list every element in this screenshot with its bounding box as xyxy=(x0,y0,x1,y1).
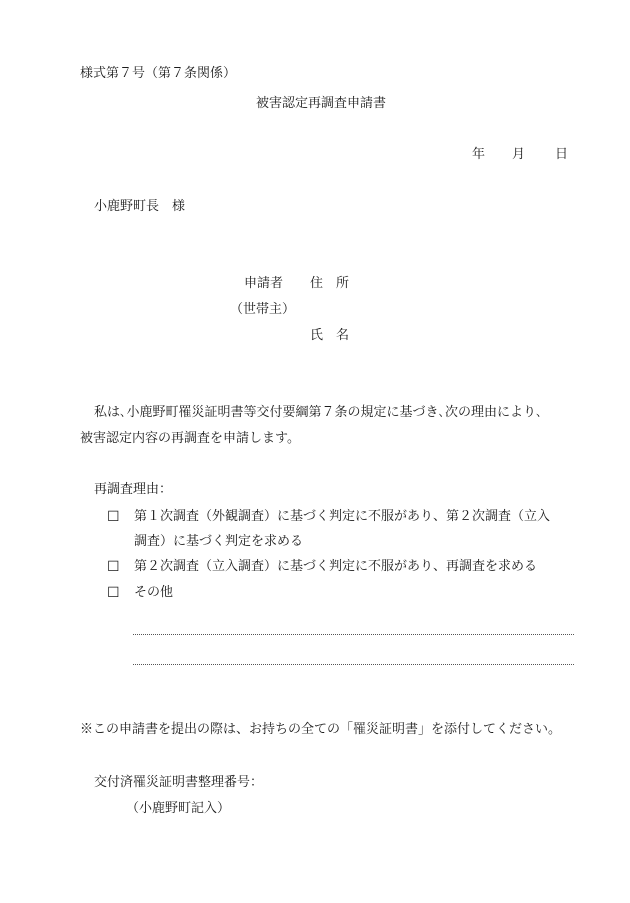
town-entry-note: （小鹿野町記入） xyxy=(126,801,231,816)
other-reason-line-1[interactable] xyxy=(133,634,574,635)
reason-2-text: 第２次調査（立入調査）に基づく判定に不服があり、再調査を求める xyxy=(134,559,538,574)
reason-1-checkbox[interactable]: ☐ xyxy=(107,509,120,525)
household-head-label: （世帯主） xyxy=(230,302,296,317)
reason-3-text: その他 xyxy=(134,585,174,600)
addressee: 小鹿野町長 様 xyxy=(94,199,186,214)
certificate-number-label: 交付済罹災証明書整理番号： xyxy=(94,775,264,790)
other-reason-line-2[interactable] xyxy=(133,664,574,665)
date-month-label: 月 xyxy=(512,147,526,162)
reason-2-checkbox[interactable]: ☐ xyxy=(107,559,120,575)
name-label: 氏 名 xyxy=(310,328,350,343)
document-title: 被害認定再調査申請書 xyxy=(256,96,387,111)
attachment-note: ※この申請書を提出の際は、お持ちの全ての「罹災証明書」を添付してください。 xyxy=(80,722,562,737)
reason-3-checkbox[interactable]: ☐ xyxy=(107,585,120,601)
address-label: 住 所 xyxy=(310,276,350,291)
form-number: 様式第７号（第７条関係） xyxy=(80,66,237,81)
body-text-line-2: 被害認定内容の再調査を申請します。 xyxy=(80,431,300,446)
body-text-line-1: 私は､小鹿野町罹災証明書等交付要綱第７条の規定に基づき､次の理由により､ xyxy=(94,405,543,420)
reason-1-text-line-2: 調査）に基づく判定を求める xyxy=(134,534,304,549)
date-day-label: 日 xyxy=(555,147,569,162)
reason-1-text-line-1: 第１次調査（外観調査）に基づく判定に不服があり、第２次調査（立入 xyxy=(134,509,551,524)
applicant-label: 申請者 xyxy=(244,276,284,291)
date-year-label: 年 xyxy=(472,147,486,162)
reasons-label: 再調査理由： xyxy=(94,482,173,497)
